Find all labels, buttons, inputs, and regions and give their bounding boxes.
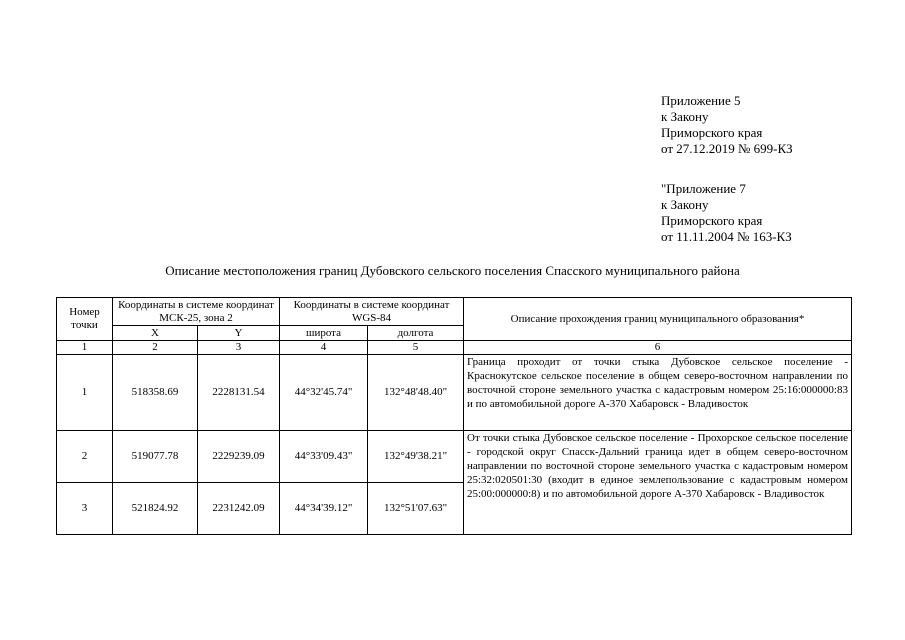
header-wgs-coordinates: Координаты в системе координат WGS-84 <box>280 298 464 326</box>
coord-longitude: 132°49'38.21" <box>368 431 464 483</box>
table-row <box>57 431 852 483</box>
header-latitude: широта <box>280 326 368 341</box>
column-number: 3 <box>198 341 280 355</box>
coord-y: 2231242.09 <box>198 483 280 535</box>
coord-latitude: 44°33'09.43" <box>280 431 368 483</box>
coord-latitude: 44°32'45.74" <box>280 355 368 431</box>
header-msk-coordinates: Координаты в системе координат МСК-25, зона 2 <box>113 298 280 326</box>
coord-x: 521824.92 <box>113 483 198 535</box>
appendix-line: "Приложение 7 <box>661 181 746 196</box>
appendix-line: от 11.11.2004 № 163-КЗ <box>661 229 792 244</box>
appendix-reference-original <box>661 181 792 245</box>
column-number: 6 <box>464 341 852 355</box>
boundary-table <box>56 297 852 535</box>
coord-x: 519077.78 <box>113 431 198 483</box>
coord-x: 518358.69 <box>113 355 198 431</box>
table-row <box>57 355 852 431</box>
coord-longitude: 132°51'07.63" <box>368 483 464 535</box>
appendix-line: Приморского края <box>661 213 763 228</box>
header-longitude: долгота <box>368 326 464 341</box>
column-number-row <box>57 341 852 355</box>
appendix-line: от 27.12.2019 № 699-КЗ <box>661 141 793 156</box>
column-number: 2 <box>113 341 198 355</box>
column-number: 4 <box>280 341 368 355</box>
appendix-line: Приложение 5 <box>661 93 741 108</box>
coord-latitude: 44°34'39.12" <box>280 483 368 535</box>
appendix-line: к Закону <box>661 109 709 124</box>
coord-longitude: 132°48'48.40" <box>368 355 464 431</box>
header-y: Y <box>198 326 280 341</box>
appendix-line: к Закону <box>661 197 709 212</box>
column-number: 1 <box>57 341 113 355</box>
point-number: 3 <box>57 483 113 535</box>
coord-y: 2228131.54 <box>198 355 280 431</box>
appendix-reference-current <box>661 93 793 157</box>
table-header-row <box>57 298 852 326</box>
coord-y: 2229239.09 <box>198 431 280 483</box>
document-title: Описание местоположения границ Дубовского сельского поселения Спасского муниципального района <box>165 263 740 278</box>
column-number: 5 <box>368 341 464 355</box>
header-x: X <box>113 326 198 341</box>
point-number: 2 <box>57 431 113 483</box>
boundary-description: Граница проходит от точки стыка Дубовское сельское поселение - Краснокутское сельское поселение в общем северо-восточном направлении по восточной стороне земельного участка с кадастровым номером 25:16:000000:83 и по автомобильной дороге А-370 Хабаровск - Владивосток <box>464 355 852 431</box>
header-description: Описание прохождения границ муниципального образования* <box>464 298 852 341</box>
boundary-description: От точки стыка Дубовское сельское поселение - Прохорское сельское поселение - городской округ Спасск-Дальний граница идет в общем северо-восточном направлении по восточной стороне земельного участка с кадастровым номером 25:32:020501:30 (входит в единое землепользование с кадастровым номером 25:00:000000:8) и по автомобильной дороге А-370 Хабаровск - Владивосток <box>464 431 852 535</box>
point-number: 1 <box>57 355 113 431</box>
appendix-line: Приморского края <box>661 125 763 140</box>
header-point-number: Номер точки <box>57 298 113 341</box>
